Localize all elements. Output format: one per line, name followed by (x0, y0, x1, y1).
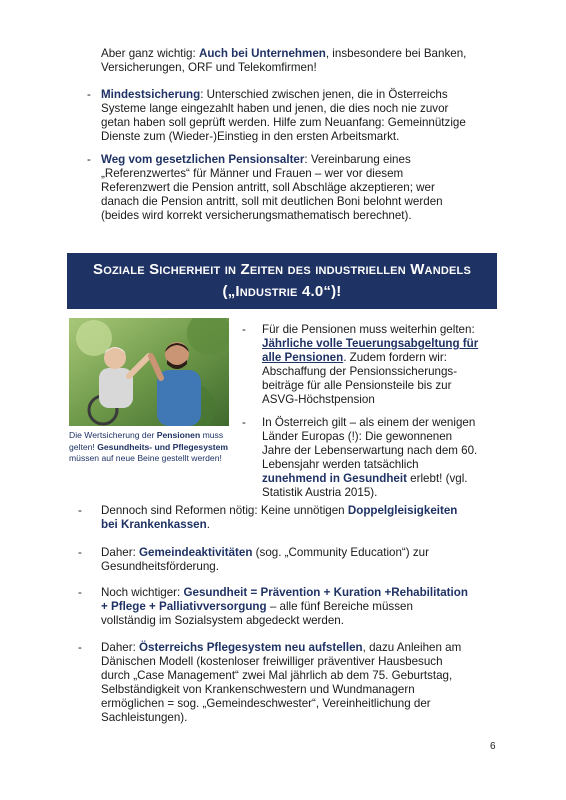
bullet-text: Referenzwert die Pension antritt, soll Abschläge akzeptieren; wer (101, 181, 435, 194)
bullet-text: Sachleistungen). (101, 711, 188, 724)
intro-text: Aber ganz wichtig: (101, 47, 199, 60)
intro-text: Versicherungen, ORF und Telekomfirmen! (101, 61, 317, 74)
bullet-pflegesystem (101, 641, 531, 725)
caption-text: muss gelten! (69, 430, 224, 452)
bullet-text: Daher: (101, 641, 140, 654)
bullet-pensionen (262, 323, 512, 407)
bullet-emphasis: Doppelgleisigkeiten (347, 504, 458, 517)
bullet-text: : Unterschied zwischen jenen, die in Österreichs (200, 88, 448, 101)
bullet-text: ASVG-Höchstpension (262, 393, 375, 406)
bullet-marker: - (78, 504, 82, 517)
bullet-marker: - (78, 586, 82, 599)
bullet-text: . Zudem fordern wir: (343, 351, 447, 364)
section-title: Soziale Sicherheit in Zeiten des industriellen Wandels (93, 261, 471, 278)
bullet-reformen (101, 504, 531, 532)
bullet-heading: Weg vom gesetzlichen Pensionsalter (101, 153, 305, 166)
bullet-marker: - (78, 546, 82, 559)
bullet-marker: - (78, 641, 82, 654)
caption-text: Die Wertsicherung der (69, 430, 157, 440)
bullet-emphasis: zunehmend in Gesundheit (262, 472, 407, 485)
bullet-marker: - (87, 88, 91, 101)
bullet-text: , dazu Anleihen am (362, 641, 462, 654)
bullet-text: – alle fünf Bereiche müssen (266, 600, 413, 613)
bullet-emphasis: Jährliche volle Teuerungsabgeltung für (262, 337, 479, 350)
bullet-text: getan haben soll geprüft werden. Hilfe zum Neuanfang: Gemeinnützige (101, 116, 466, 129)
bullet-pensionsalter (101, 153, 531, 223)
caption-emphasis: Pensionen (156, 430, 201, 440)
bullet-text: Dänischen Modell (kostenloser freiwilliger präventiver Hausbesuch (101, 655, 443, 668)
bullet-text: Noch wichtiger: (101, 586, 184, 599)
intro-text: , insbesondere bei Banken, (325, 47, 467, 60)
bullet-text: Gesundheitsförderung. (101, 560, 219, 573)
bullet-text: : Vereinbarung eines (304, 153, 411, 166)
bullet-text: durch „Case Management“ zwei Mal jährlich ab dem 75. Geburtstag, (101, 669, 453, 682)
caption-emphasis: Gesundheits- und Pflegesystem (97, 441, 229, 452)
bullet-emphasis: alle Pensionen (262, 351, 344, 364)
bullet-gemeindeaktivitaeten (101, 546, 531, 574)
bullet-text: . (206, 518, 210, 531)
bullet-emphasis: + Pflege + Palliativversorgung (101, 600, 267, 613)
bullet-text: Dienste zum (Wieder-)Einstieg in den ersten Arbeitsmarkt. (101, 130, 400, 143)
bullet-text: Daher: (101, 546, 140, 559)
bullet-text: In Österreich gilt – als einem der wenigen (262, 416, 476, 429)
bullet-text: Statistik Austria 2015). (262, 486, 378, 499)
bullet-text: Für die Pensionen muss weiterhin gelten: (262, 323, 475, 336)
intro-emphasis: Auch bei Unternehmen (198, 47, 326, 60)
bullet-marker: - (242, 416, 246, 429)
bullet-text: Systeme lange eingezahlt haben und jenen, die dies noch nie zuvor (101, 102, 449, 115)
photo-illustration (69, 318, 229, 426)
intro-paragraph (101, 47, 521, 75)
bullet-text: vollständig im Sozialsystem abgedeckt werden. (101, 614, 344, 627)
bullet-text: „Referenzwertes“ für Männer und Frauen – wer vor diesem (101, 167, 404, 180)
page-number: 6 (490, 741, 496, 752)
photo-senior-and-nurse (69, 318, 229, 426)
bullet-lebenserwartung (262, 416, 512, 500)
bullet-heading: Mindestsicherung (101, 88, 201, 101)
bullet-text: Jahre der Lebenserwartung nach dem 60. (262, 444, 478, 457)
bullet-emphasis: Gesundheit = Prävention + Kuration +Rehabilitation (183, 586, 468, 599)
photo-caption (69, 430, 237, 465)
bullet-text: Selbständigkeit von Krankenschwestern und Wundmanagern (101, 683, 415, 696)
bullet-marker: - (87, 153, 91, 166)
bullet-text: Lebensjahr werden tatsächlich (262, 458, 419, 471)
bullet-mindestsicherung (101, 88, 531, 144)
section-banner (67, 253, 497, 309)
bullet-text: erlebt! (vgl. (406, 472, 468, 485)
bullet-text: ermöglichen = sog. „Gemeindeschwester“, Vereinheitlichung der (101, 697, 431, 710)
bullet-marker: - (242, 323, 246, 336)
bullet-text: danach die Pension antritt, soll mit deutlichen Boni belohnt werden (101, 195, 443, 208)
bullet-text: Dennoch sind Reformen nötig: Keine unnötigen (101, 504, 348, 517)
section-subtitle: („Industrie 4.0“)! (222, 283, 342, 300)
bullet-emphasis: bei Krankenkassen (101, 518, 207, 531)
bullet-text: Abschaffung der Pensionssicherungs- (262, 365, 458, 378)
bullet-text: beiträge für alle Pensionsteile bis zur (262, 379, 452, 392)
bullet-text: (beides wird korrekt versicherungsmathematisch berechnet). (101, 209, 412, 222)
bullet-gesundheit (101, 586, 531, 628)
bullet-text: Länder Europas (!): Die gewonnenen (262, 430, 453, 443)
bullet-emphasis: Österreichs Pflegesystem neu aufstellen (139, 641, 363, 654)
bullet-text: (sog. „Community Education“) zur (252, 546, 429, 559)
caption-text: müssen auf neue Beine gestellt werden! (69, 453, 222, 463)
bullet-emphasis: Gemeindeaktivitäten (139, 546, 253, 559)
